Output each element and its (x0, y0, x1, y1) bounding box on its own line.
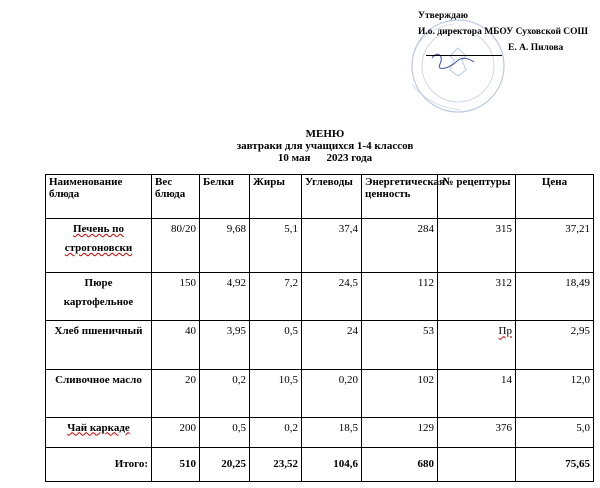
dish-weight: 40 (152, 321, 200, 369)
total-weight: 510 (152, 447, 200, 481)
dish-fat: 5,1 (250, 219, 302, 273)
total-label: Итого: (46, 447, 152, 481)
column-header-energy: Энергетическая ценность (362, 175, 438, 219)
dish-weight: 150 (152, 273, 200, 321)
total-fat: 23,52 (250, 447, 302, 481)
column-header-carbs: Углеводы (302, 175, 362, 219)
dish-name (46, 219, 152, 273)
menu-year: 2023 года (326, 152, 373, 164)
dish-fat: 0,2 (250, 417, 302, 447)
dish-fat: 7,2 (250, 273, 302, 321)
dish-protein: 0,5 (200, 417, 250, 447)
dish-recipe: 312 (438, 273, 516, 321)
table-row (46, 219, 594, 273)
dish-protein: 0,2 (200, 369, 250, 417)
menu-title: МЕНЮ (305, 128, 345, 140)
menu-table (45, 174, 594, 482)
column-header-weight: Вес блюда (152, 175, 200, 219)
dish-carbs: 24,5 (302, 273, 362, 321)
dish-name: Сливочное масло (46, 369, 152, 417)
total-price: 75,65 (516, 447, 594, 481)
dish-protein: 3,95 (200, 321, 250, 369)
dish-carbs: 37,4 (302, 219, 362, 273)
dish-name-text: Печень по строгоновски (64, 223, 133, 254)
menu-heading (160, 128, 490, 164)
dish-weight: 20 (152, 369, 200, 417)
table-row (46, 369, 594, 417)
column-header-fat: Жиры (250, 175, 302, 219)
dish-protein: 4,92 (200, 273, 250, 321)
signature-line (426, 43, 502, 56)
dish-weight: 200 (152, 417, 200, 447)
total-recipe (438, 447, 516, 481)
dish-recipe: 376 (438, 417, 516, 447)
table-header-row (46, 175, 594, 219)
approval-signer: Е. А. Пилова (508, 43, 564, 53)
total-protein: 20,25 (200, 447, 250, 481)
dish-carbs: 18,5 (302, 417, 362, 447)
dish-recipe: 14 (438, 369, 516, 417)
column-header-name: Наименование блюда (46, 175, 152, 219)
dish-energy: 112 (362, 273, 438, 321)
dish-carbs: 0,20 (302, 369, 362, 417)
dish-name: Пюре картофельное (46, 273, 152, 321)
dish-recipe: 315 (438, 219, 516, 273)
dish-energy: 129 (362, 417, 438, 447)
dish-fat: 0,5 (250, 321, 302, 369)
dish-fat: 10,5 (250, 369, 302, 417)
dish-name (46, 417, 152, 447)
dish-price: 18,49 (516, 273, 594, 321)
total-carbs: 104,6 (302, 447, 362, 481)
table-row (46, 273, 594, 321)
dish-recipe (438, 321, 516, 369)
dish-energy: 102 (362, 369, 438, 417)
dish-name-text: Чай каркаде (67, 421, 130, 434)
dish-energy: 284 (362, 219, 438, 273)
approval-signature-row (418, 40, 598, 56)
approval-position: И.о. директора МБОУ Суховской СОШ (418, 27, 588, 37)
menu-date-line (160, 152, 490, 164)
dish-price: 37,21 (516, 219, 594, 273)
dish-name: Хлеб пшеничный (46, 321, 152, 369)
dish-recipe-text: Пр (498, 325, 512, 338)
menu-date: 10 мая (277, 152, 311, 164)
total-row (46, 447, 594, 481)
approval-block (418, 8, 598, 56)
dish-weight: 80/20 (152, 219, 200, 273)
dish-protein: 9,68 (200, 219, 250, 273)
dish-price: 2,95 (516, 321, 594, 369)
column-header-recipe: № рецептуры (438, 175, 516, 219)
dish-energy: 53 (362, 321, 438, 369)
total-energy: 680 (362, 447, 438, 481)
menu-subtitle: завтраки для учащихся 1-4 классов (236, 140, 414, 152)
dish-carbs: 24 (302, 321, 362, 369)
column-header-protein: Белки (200, 175, 250, 219)
dish-price: 12,0 (516, 369, 594, 417)
column-header-price: Цена (516, 175, 594, 219)
table-row (46, 321, 594, 369)
dish-price: 5,0 (516, 417, 594, 447)
table-row (46, 417, 594, 447)
approval-title: Утверждаю (418, 11, 468, 21)
